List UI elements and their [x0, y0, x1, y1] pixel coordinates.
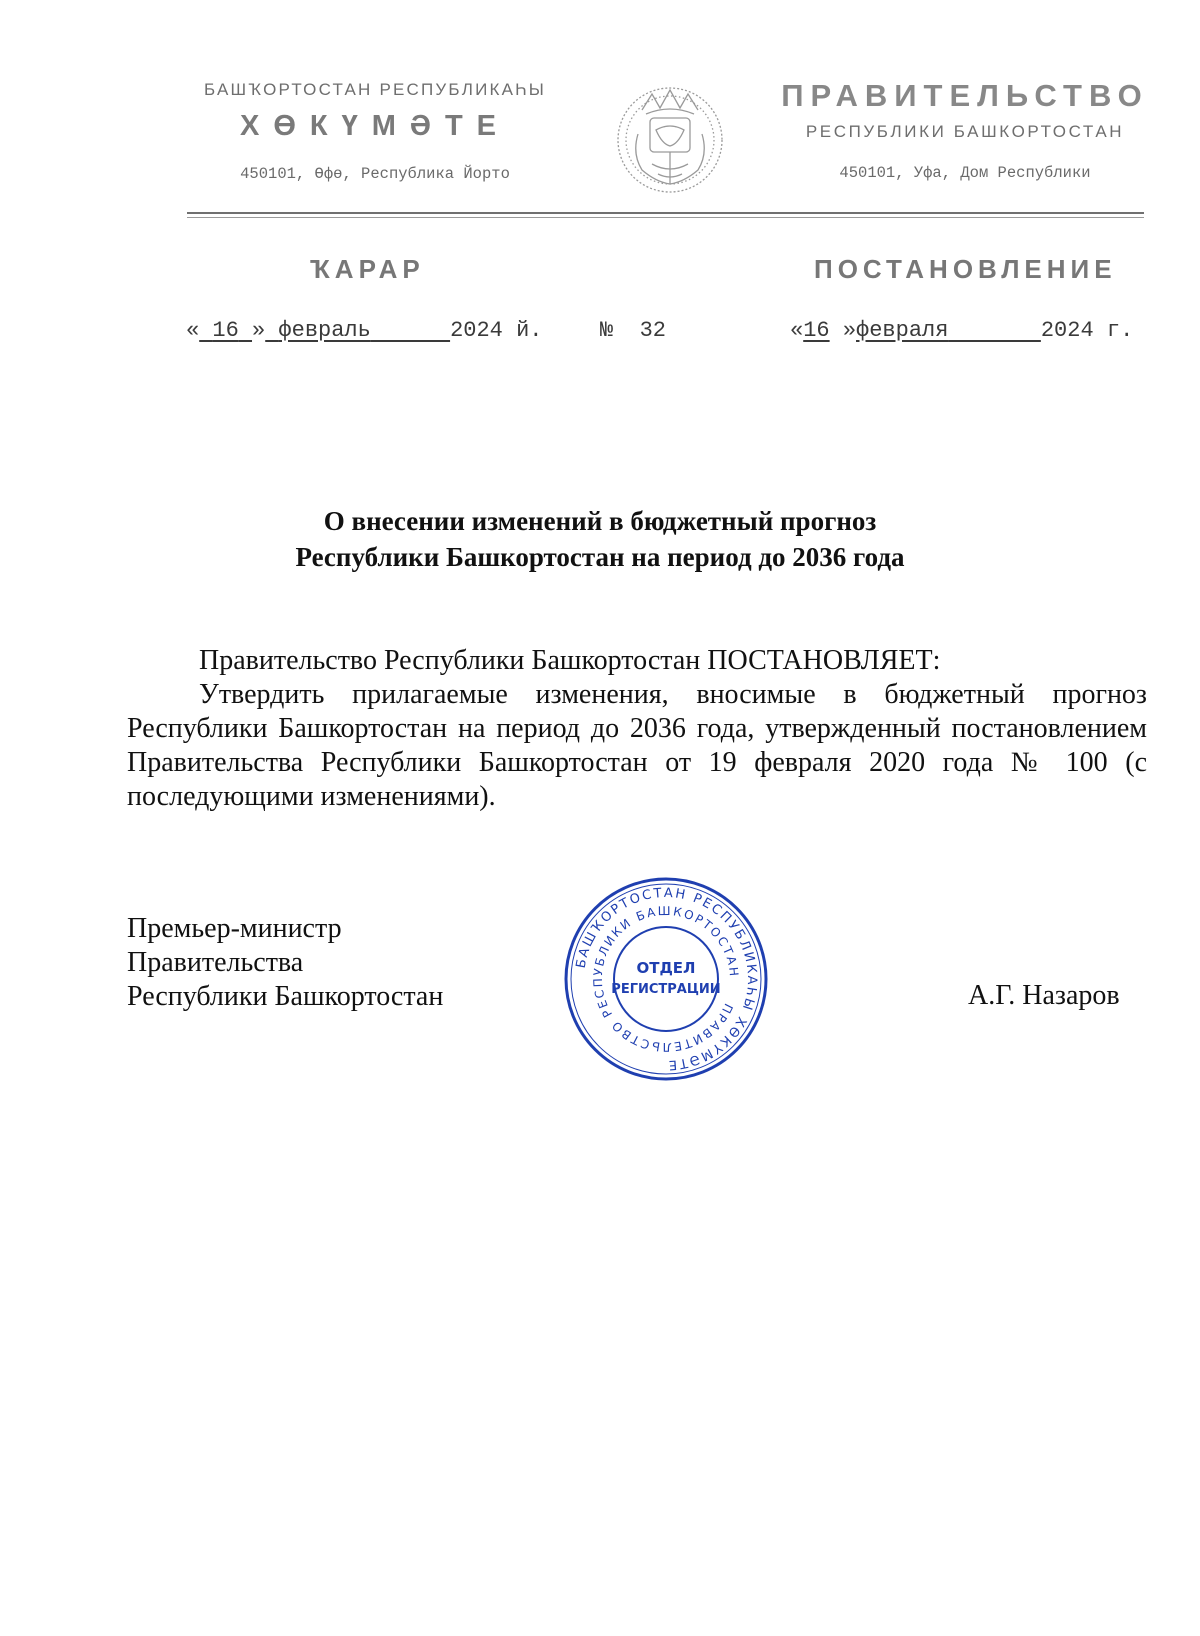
date-right-year: 2024 г. [1040, 318, 1134, 343]
date-left-day: 16 [212, 318, 239, 343]
date-right [790, 318, 1133, 343]
letterhead-left-line1: БАШҠОРТОСТАН РЕСПУБЛИКАҺЫ [204, 80, 546, 99]
signatory-name: А.Г. Назаров [968, 980, 1120, 1011]
date-right-day: 16 [803, 318, 830, 343]
document-title-line1: О внесении изменений в бюджетный прогноз [323, 506, 877, 536]
letterhead-right-line1: ПРАВИТЕЛЬСТВО [781, 78, 1149, 113]
letterhead-right-address: 450101, Уфа, Дом Республики [839, 164, 1091, 182]
signatory-position [127, 912, 443, 1014]
date-left [186, 318, 542, 343]
date-left-month: февраль [278, 318, 371, 343]
stamp-center-line1: ОТДЕЛ [636, 959, 696, 977]
coat-of-arms-icon [612, 74, 728, 202]
signatory-position-line2: Правительства [127, 947, 304, 978]
body-paragraph-2: Утвердить прилагаемые изменения, вносимые в бюджетный прогноз Республики Башкортостан на период до 2036 года, утвержденный постановлением Правительства Республики Башкортостан от 19 февраля 2020 года № 100 (с последующими изменениями). [127, 679, 1147, 812]
doc-number-value: 32 [639, 318, 667, 343]
letterhead-rule-thick [187, 212, 1144, 214]
doc-type-right: ПОСТАНОВЛЕНИЕ [814, 254, 1117, 284]
letterhead-left-line2: ХӨКҮМӘТЕ [240, 110, 510, 142]
body-paragraph-1: Правительство Республики Башкортостан ПОСТАНОВЛЯЕТ: [199, 645, 941, 676]
document-title-line2: Республики Башкортостан на период до 2036 года [295, 542, 905, 572]
signatory-position-line1: Премьер-министр [127, 913, 342, 944]
document-title [170, 503, 1030, 575]
registration-stamp [556, 869, 776, 1089]
letterhead-right [770, 78, 1160, 182]
date-left-year: 2024 й. [450, 318, 543, 343]
document-body [127, 644, 1147, 814]
doc-number-label: № [600, 318, 614, 343]
doc-number [600, 318, 666, 343]
signatory-position-line3: Республики Башкортостан [127, 981, 444, 1012]
stamp-center-line2: РЕГИСТРАЦИИ [611, 982, 721, 997]
date-right-close-quote: » [842, 318, 857, 343]
letterhead-left [170, 80, 580, 183]
letterhead-right-line2: РЕСПУБЛИКИ БАШКОРТОСТАН [805, 122, 1125, 141]
letterhead-left-address: 450101, Өфө, Республика Йорто [240, 165, 510, 183]
date-left-open-quote: « [186, 318, 200, 343]
stamp-outer-text: БАШҠОРТОСТАН РЕСПУБЛИКАҺЫ ХӨКҮМӘТЕ [573, 885, 760, 1073]
letterhead-rule-thin [187, 217, 1144, 218]
date-right-month: февраля [856, 318, 949, 343]
stamp-inner-ring-text: ПРАВИТЕЛЬСТВО РЕСПУБЛИКИ БАШКОРТОСТАН [590, 903, 742, 1055]
date-left-close-quote: » [252, 318, 266, 343]
date-right-open-quote: « [790, 318, 804, 343]
doc-type-left: ҠАРАР [310, 254, 425, 284]
